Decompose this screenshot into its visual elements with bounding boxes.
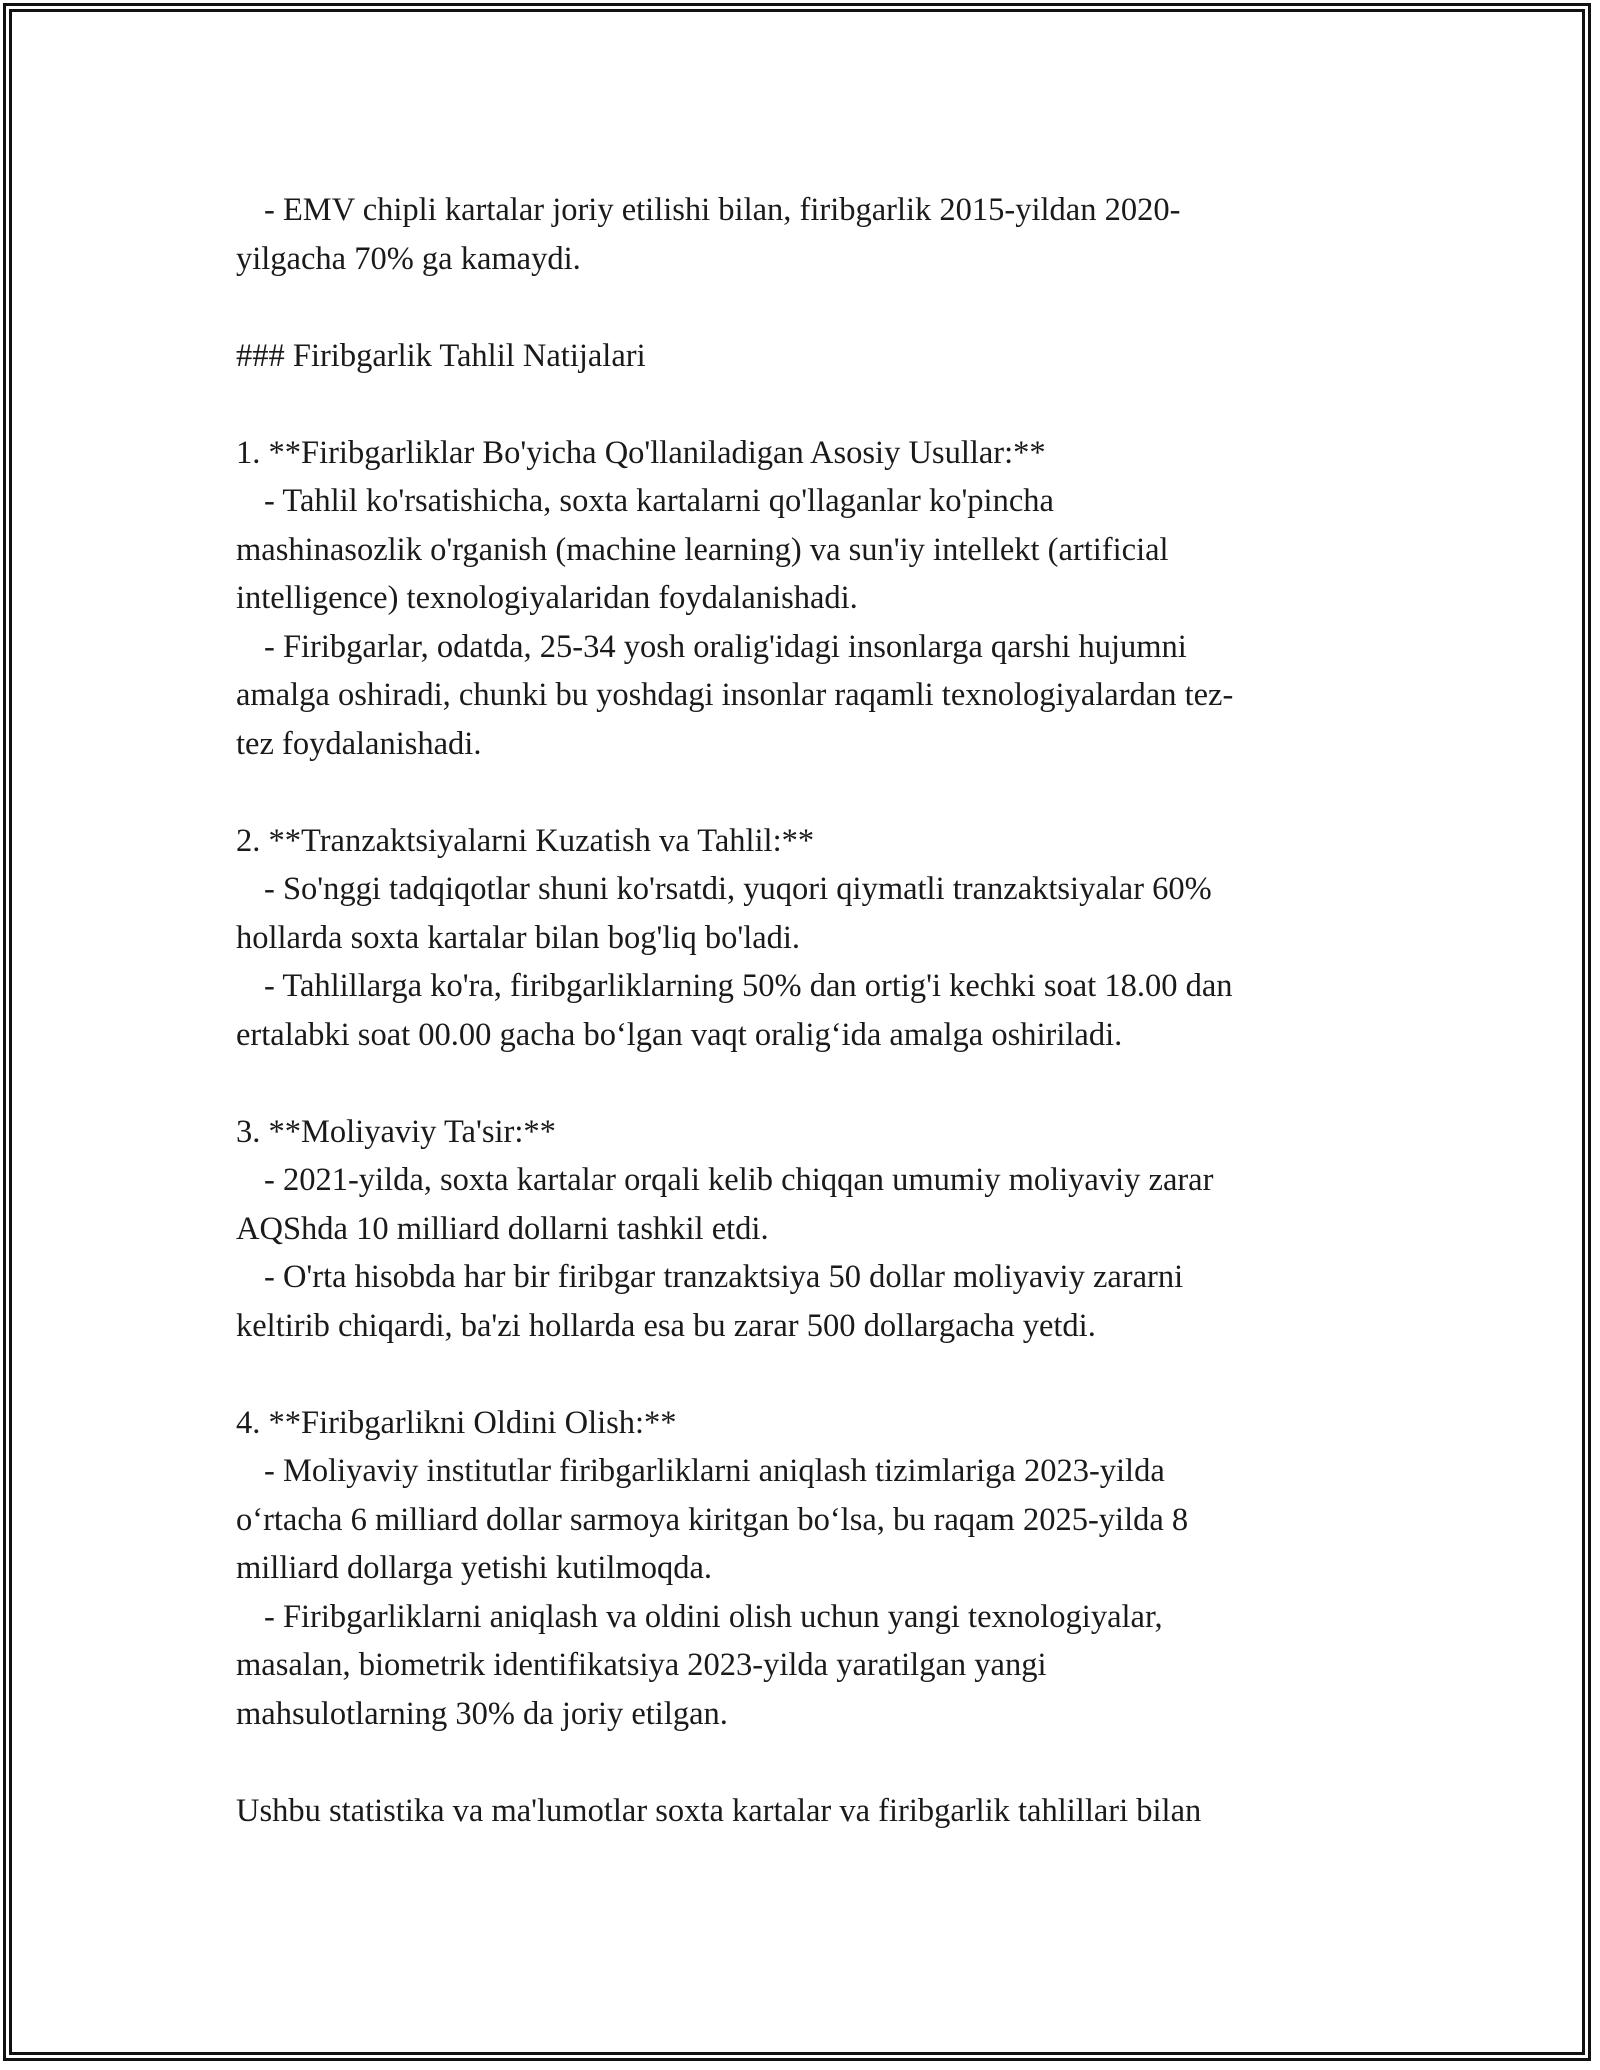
text-line: o‘rtacha 6 milliard dollar sarmoya kiritgan bo‘lsa, bu raqam 2025-yilda 8 bbox=[236, 1501, 1189, 1538]
bullet-item bbox=[236, 1447, 1376, 1593]
section-4 bbox=[236, 1399, 1376, 1739]
section-2 bbox=[236, 817, 1376, 1060]
text-line: hollarda soxta kartalar bilan bog'liq bo'ladi. bbox=[236, 919, 801, 956]
text-line: ertalabki soat 00.00 gacha bo‘lgan vaqt oralig‘ida amalga oshiriladi. bbox=[236, 1016, 1123, 1053]
paragraph-gap bbox=[236, 1350, 1376, 1399]
text-line: - Moliyaviy institutlar firibgarliklarni aniqlash tizimlariga 2023-yilda bbox=[264, 1453, 1165, 1489]
text-line: tez foydalanishadi. bbox=[236, 725, 482, 762]
bullet-item bbox=[236, 1253, 1376, 1350]
text-line: - EMV chipli kartalar joriy etilishi bilan, firibgarlik 2015-yildan 2020- bbox=[264, 192, 1181, 228]
text-line: - Firibgarliklarni aniqlash va oldini olish uchun yangi texnologiyalar, bbox=[264, 1598, 1163, 1635]
text-line: mahsulotlarning 30% da joriy etilgan. bbox=[236, 1695, 728, 1732]
intro-bullet bbox=[236, 186, 1376, 283]
paragraph-gap bbox=[236, 283, 1376, 332]
section-title: 1. **Firibgarliklar Bo'yicha Qo'llaniladigan Asosiy Usullar:** bbox=[236, 434, 1046, 471]
bullet-item bbox=[236, 865, 1376, 962]
text-line: - O'rta hisobda har bir firibgar tranzaktsiya 50 dollar moliyaviy zararni bbox=[264, 1259, 1184, 1295]
text-line: keltirib chiqardi, ba'zi hollarda esa bu zarar 500 dollargacha yetdi. bbox=[236, 1307, 1096, 1344]
paragraph-gap bbox=[236, 768, 1376, 817]
paragraph-gap bbox=[236, 380, 1376, 429]
paragraph-gap bbox=[236, 1059, 1376, 1108]
section-heading: ### Firibgarlik Tahlil Natijalari bbox=[236, 337, 646, 374]
document-body bbox=[236, 186, 1376, 1835]
closing-paragraph: Ushbu statistika va ma'lumotlar soxta kartalar va firibgarlik tahlillari bilan bbox=[236, 1792, 1202, 1829]
text-line: - Firibgarlar, odatda, 25-34 yosh oralig'idagi insonlarga qarshi hujumni bbox=[264, 628, 1187, 665]
paragraph-gap bbox=[236, 1738, 1376, 1787]
text-line: milliard dollarga yetishi kutilmoqda. bbox=[236, 1550, 712, 1586]
bullet-item bbox=[236, 1593, 1376, 1739]
bullet-item bbox=[236, 1156, 1376, 1253]
text-line: mashinasozlik o'rganish (machine learning) va sun'iy intellekt (artificial bbox=[236, 531, 1169, 568]
bullet-item bbox=[236, 477, 1376, 623]
section-1 bbox=[236, 429, 1376, 769]
text-line: - Tahlil ko'rsatishicha, soxta kartalarni qo'llaganlar ko'pincha bbox=[264, 483, 1054, 519]
text-line: yilgacha 70% ga kamaydi. bbox=[236, 240, 581, 277]
bullet-item bbox=[236, 623, 1376, 769]
section-title: 3. **Moliyaviy Ta'sir:** bbox=[236, 1113, 556, 1150]
bullet-item bbox=[236, 962, 1376, 1059]
text-line: AQShda 10 milliard dollarni tashkil etdi. bbox=[236, 1210, 769, 1247]
text-line: - Tahlillarga ko'ra, firibgarliklarning 50% dan ortig'i kechki soat 18.00 dan bbox=[264, 968, 1233, 1004]
text-line: - 2021-yilda, soxta kartalar orqali kelib chiqqan umumiy moliyaviy zarar bbox=[264, 1162, 1214, 1198]
text-line: amalga oshiradi, chunki bu yoshdagi insonlar raqamli texnologiyalardan tez- bbox=[236, 677, 1234, 713]
section-title: 2. **Tranzaktsiyalarni Kuzatish va Tahlil:** bbox=[236, 822, 815, 859]
text-line: intelligence) texnologiyalaridan foydalanishadi. bbox=[236, 580, 858, 616]
text-line: masalan, biometrik identifikatsiya 2023-yilda yaratilgan yangi bbox=[236, 1647, 1047, 1683]
text-line: - So'nggi tadqiqotlar shuni ko'rsatdi, yuqori qiymatli tranzaktsiyalar 60% bbox=[264, 871, 1212, 907]
section-3 bbox=[236, 1108, 1376, 1351]
section-title: 4. **Firibgarlikni Oldini Olish:** bbox=[236, 1404, 677, 1441]
